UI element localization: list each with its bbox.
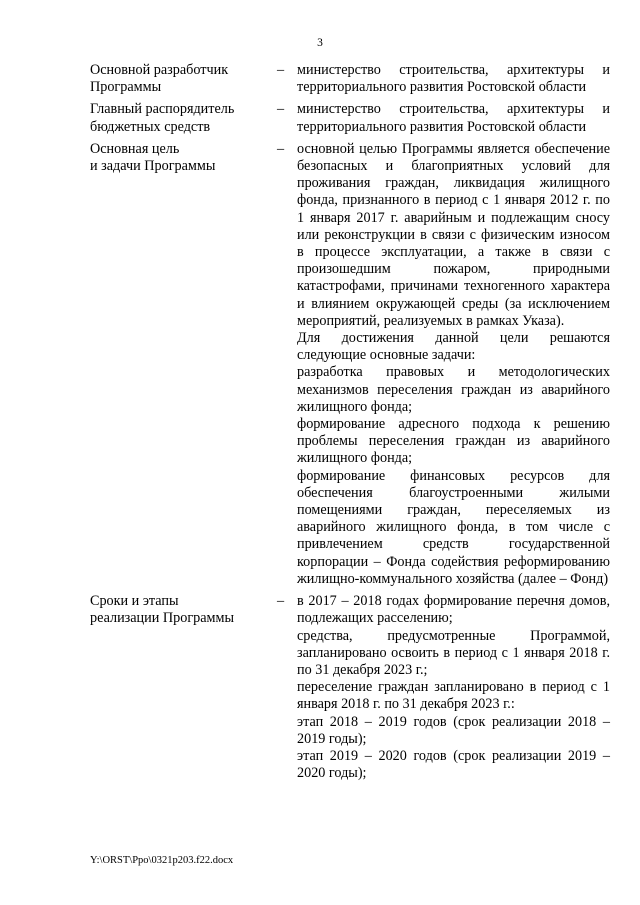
row-label-line: бюджетных средств [90, 118, 211, 135]
value-paragraph: формирование финансовых ресурсов для обеспечения благоустроенными жилыми помещениями граждан, переселяемых из аварийного жилищного фонда, в том числе с привлечением средств государственной корпорации – Фонда содействия реформированию жилищно-коммунального хозяйства (далее – Фонд) [297, 467, 610, 587]
row-label-line: Программы [90, 79, 162, 96]
row-value [297, 62, 610, 96]
row-label-line: Основная цель [90, 140, 180, 157]
value-paragraph: разработка правовых и методологических механизмов переселения граждан из аварийного жилищного фонда; [297, 364, 610, 415]
row-value [297, 593, 610, 782]
row-label [90, 62, 277, 96]
row-terms-and-stages [90, 593, 610, 782]
page-number: 3 [317, 37, 323, 49]
row-label [90, 101, 277, 135]
value-paragraph: в 2017 – 2018 годах формирование перечня домов, подлежащих расселению; [297, 593, 610, 627]
row-value [297, 101, 610, 135]
value-paragraph: этап 2018 – 2019 годов (срок реализации 2018 – 2019 годы); [297, 713, 610, 747]
row-dash: – [277, 101, 285, 118]
row-goals-and-tasks [90, 141, 610, 588]
footer-file-path: Y:\ORST\Ppo\0321p203.f22.docx [90, 855, 234, 866]
value-paragraph: формирование адресного подхода к решению проблемы переселения граждан из аварийного жилищного фонда; [297, 416, 610, 467]
row-dash: – [277, 140, 285, 157]
row-budget-manager [90, 101, 610, 135]
program-passport-table [90, 62, 610, 787]
value-paragraph: этап 2019 – 2020 годов (срок реализации 2019 – 2020 годы); [297, 747, 610, 782]
value-paragraph: переселение граждан запланировано в период с 1 января 2018 г. по 31 декабря 2023 г.: [297, 679, 610, 713]
row-value [297, 141, 610, 588]
row-label-line: и задачи Программы [90, 158, 216, 175]
row-label [90, 593, 277, 627]
value-paragraph: Для достижения данной цели решаются следующие основные задачи: [297, 330, 610, 364]
value-paragraph: средства, предусмотренные Программой, запланировано освоить в период с 1 января 2018 г. по 31 декабря 2023 г.; [297, 627, 610, 678]
row-dash: – [277, 62, 285, 78]
row-label-line: Сроки и этапы [90, 593, 179, 610]
value-paragraph: министерство строительства, архитектуры и территориального развития Ростовской области [297, 62, 610, 96]
value-paragraph: основной целью Программы является обеспечение безопасных и благоприятных условий для проживания граждан, ликвидация жилищного фонда, признанного в период с 1 января 2012 г. по 1 января 2017 г. аварийным и подлежащим сносу или реконструкции в связи с физическим износом в процессе эксплуатации, а также в связи с произошедшим пожаром, природными катастрофами, причинами техногенного характера и влиянием окружающей среды (за исключением мероприятий, реализуемых в рамках Указа). [297, 140, 610, 329]
row-label-line: Основной разработчик [90, 62, 229, 78]
row-main-developer [90, 62, 610, 96]
row-dash: – [277, 593, 285, 610]
row-label-line: Главный распорядитель [90, 101, 235, 118]
row-label-line: реализации Программы [90, 610, 235, 627]
value-paragraph: министерство строительства, архитектуры и территориального развития Ростовской области [297, 101, 610, 135]
row-label [90, 141, 277, 175]
